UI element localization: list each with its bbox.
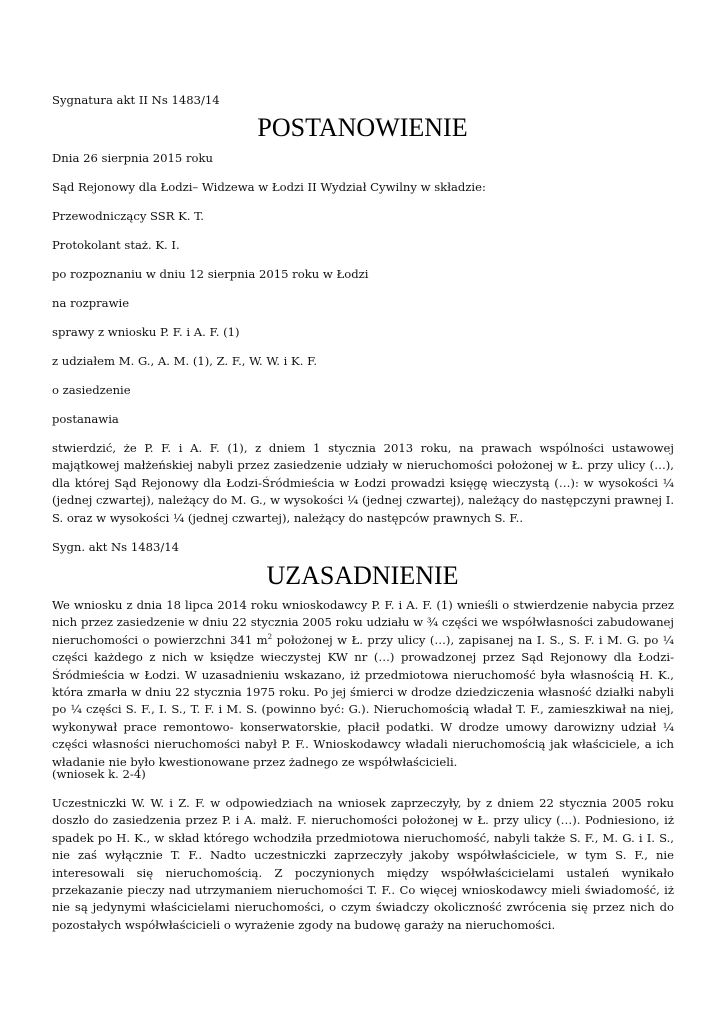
justification-title: UZASADNIENIE — [266, 561, 459, 590]
court-composition: Sąd Rejonowy dla Łodzi– Widzewa w Łodzi II Wydział Cywilny w składzie: — [52, 180, 486, 194]
presiding-judge: Przewodniczący SSR K. T. — [52, 209, 204, 223]
justification-paragraph-2: Uczestniczki W. W. i Z. F. w odpowiedziach na wniosek zaprzeczyły, by z dniem 22 stycznia 2005 roku doszło do zasiedzenia przez P. i A. małż. F. nieruchomości położonej w Ł. przy ulicy (…). Podniesiono, iż spadek po H. K., w skład którego wchodziła przedmiotowa nieruchomość, nabyli także S. F., M. G. i I. S., nie zaś wyłącznie T. F.. Nadto uczestniczki zaprzeczyły jakoby współwłaściciele, w tym S. F., nie interesowali się nieruchomością. Z poczynionych między współwłaścicielami ustaleń wynikało przekazanie pieczy nad utrzymaniem nieruchomości T. F.. Co więcej wnioskodawcy mieli świadomość, iż nie są jedynymi właścicielami nieruchomości, o czym świadczy okoliczność zwrócenia się przez nich do pozostałych współwłaścicieli o wyrażenie zgody na budowę garaży na nieruchomości. — [52, 796, 674, 932]
case-applicants: sprawy z wniosku P. F. i A. F. (1) — [52, 325, 240, 339]
ruling-paragraph: stwierdzić, że P. F. i A. F. (1), z dniem 1 stycznia 2013 roku, na prawach wspólności ustawowej majątkowej małżeńskiej nabyli przez zasiedzenie udziały w nieruchomości położonej w Ł. przy ulicy (…), dla której Sąd Rejonowy dla Łodzi-Śródmieścia w Łodzi prowadzi księgę wieczystą (…): w wysokości ¼ (jednej czwartej), należący do M. G., w wysokości ¼ (jednej czwartej), należący do następczyni prawnej I. S. oraz w wysokości ¼ (jednej czwartej), należący do następców prawnych S. F.. — [52, 441, 674, 525]
hearing-date: po rozpoznaniu w dniu 12 sierpnia 2015 roku w Łodzi — [52, 267, 369, 281]
session-type: na rozprawie — [52, 296, 130, 310]
justification-paragraph-1: We wniosku z dnia 18 lipca 2014 roku wnioskodawcy P. F. i A. F. (1) wnieśli o stwierdzenie nabycia przez nich przez zasiedzenie w dniu 22 stycznia 2005 roku udziału w ¾ części we współwłasności zabudowanej nieruchomości o powierzchni 341 $m^2$ położonej w Ł. przy ulicy (…), zapisanej na I. S., S. F. i M. G. po ¼ części każdego z nich w księdze wieczystej KW nr (…) prowadzonej przez Sąd Rejonowy dla Łodzi-Śródmieścia w Łodzi. W uzasadnieniu wskazano, iż przedmiotowa nieruchomość była własnością H. K., która zmarła w dniu 22 stycznia 1975 roku. Po jej śmierci w drodze dziedziczenia własność działki nabyli po ¼ części S. F., I. S., T. F. i M. S. (powinno być: G.). Nieruchomością władał T. F., zamieszkiwał na niej, wykonywał prace remontowo- konserwatorskie, płacił podatki. W drodze umowy darowizny udział ¼ części własności nieruchomości nabył P. F.. Wnioskodawcy władali nieruchomością jak właściciele, a ich władanie nie było kwestionowane przez żadnego ze współwłaścicieli. — [52, 598, 675, 769]
case-participants: z udziałem M. G., A. M. (1), Z. F., W. W. i K. F. — [52, 354, 318, 368]
case-signature: Sygnatura akt II Ns 1483/14 — [52, 93, 220, 107]
resolves-label: postanawia — [52, 412, 119, 426]
decision-title: POSTANOWIENIE — [257, 113, 468, 142]
application-reference: (wniosek k. 2-4) — [52, 767, 146, 781]
justification-signature: Sygn. akt Ns 1483/14 — [52, 540, 179, 554]
court-clerk: Protokolant staż. K. I. — [52, 238, 180, 252]
decision-date: Dnia 26 sierpnia 2015 roku — [52, 151, 213, 165]
case-subject: o zasiedzenie — [52, 383, 131, 397]
